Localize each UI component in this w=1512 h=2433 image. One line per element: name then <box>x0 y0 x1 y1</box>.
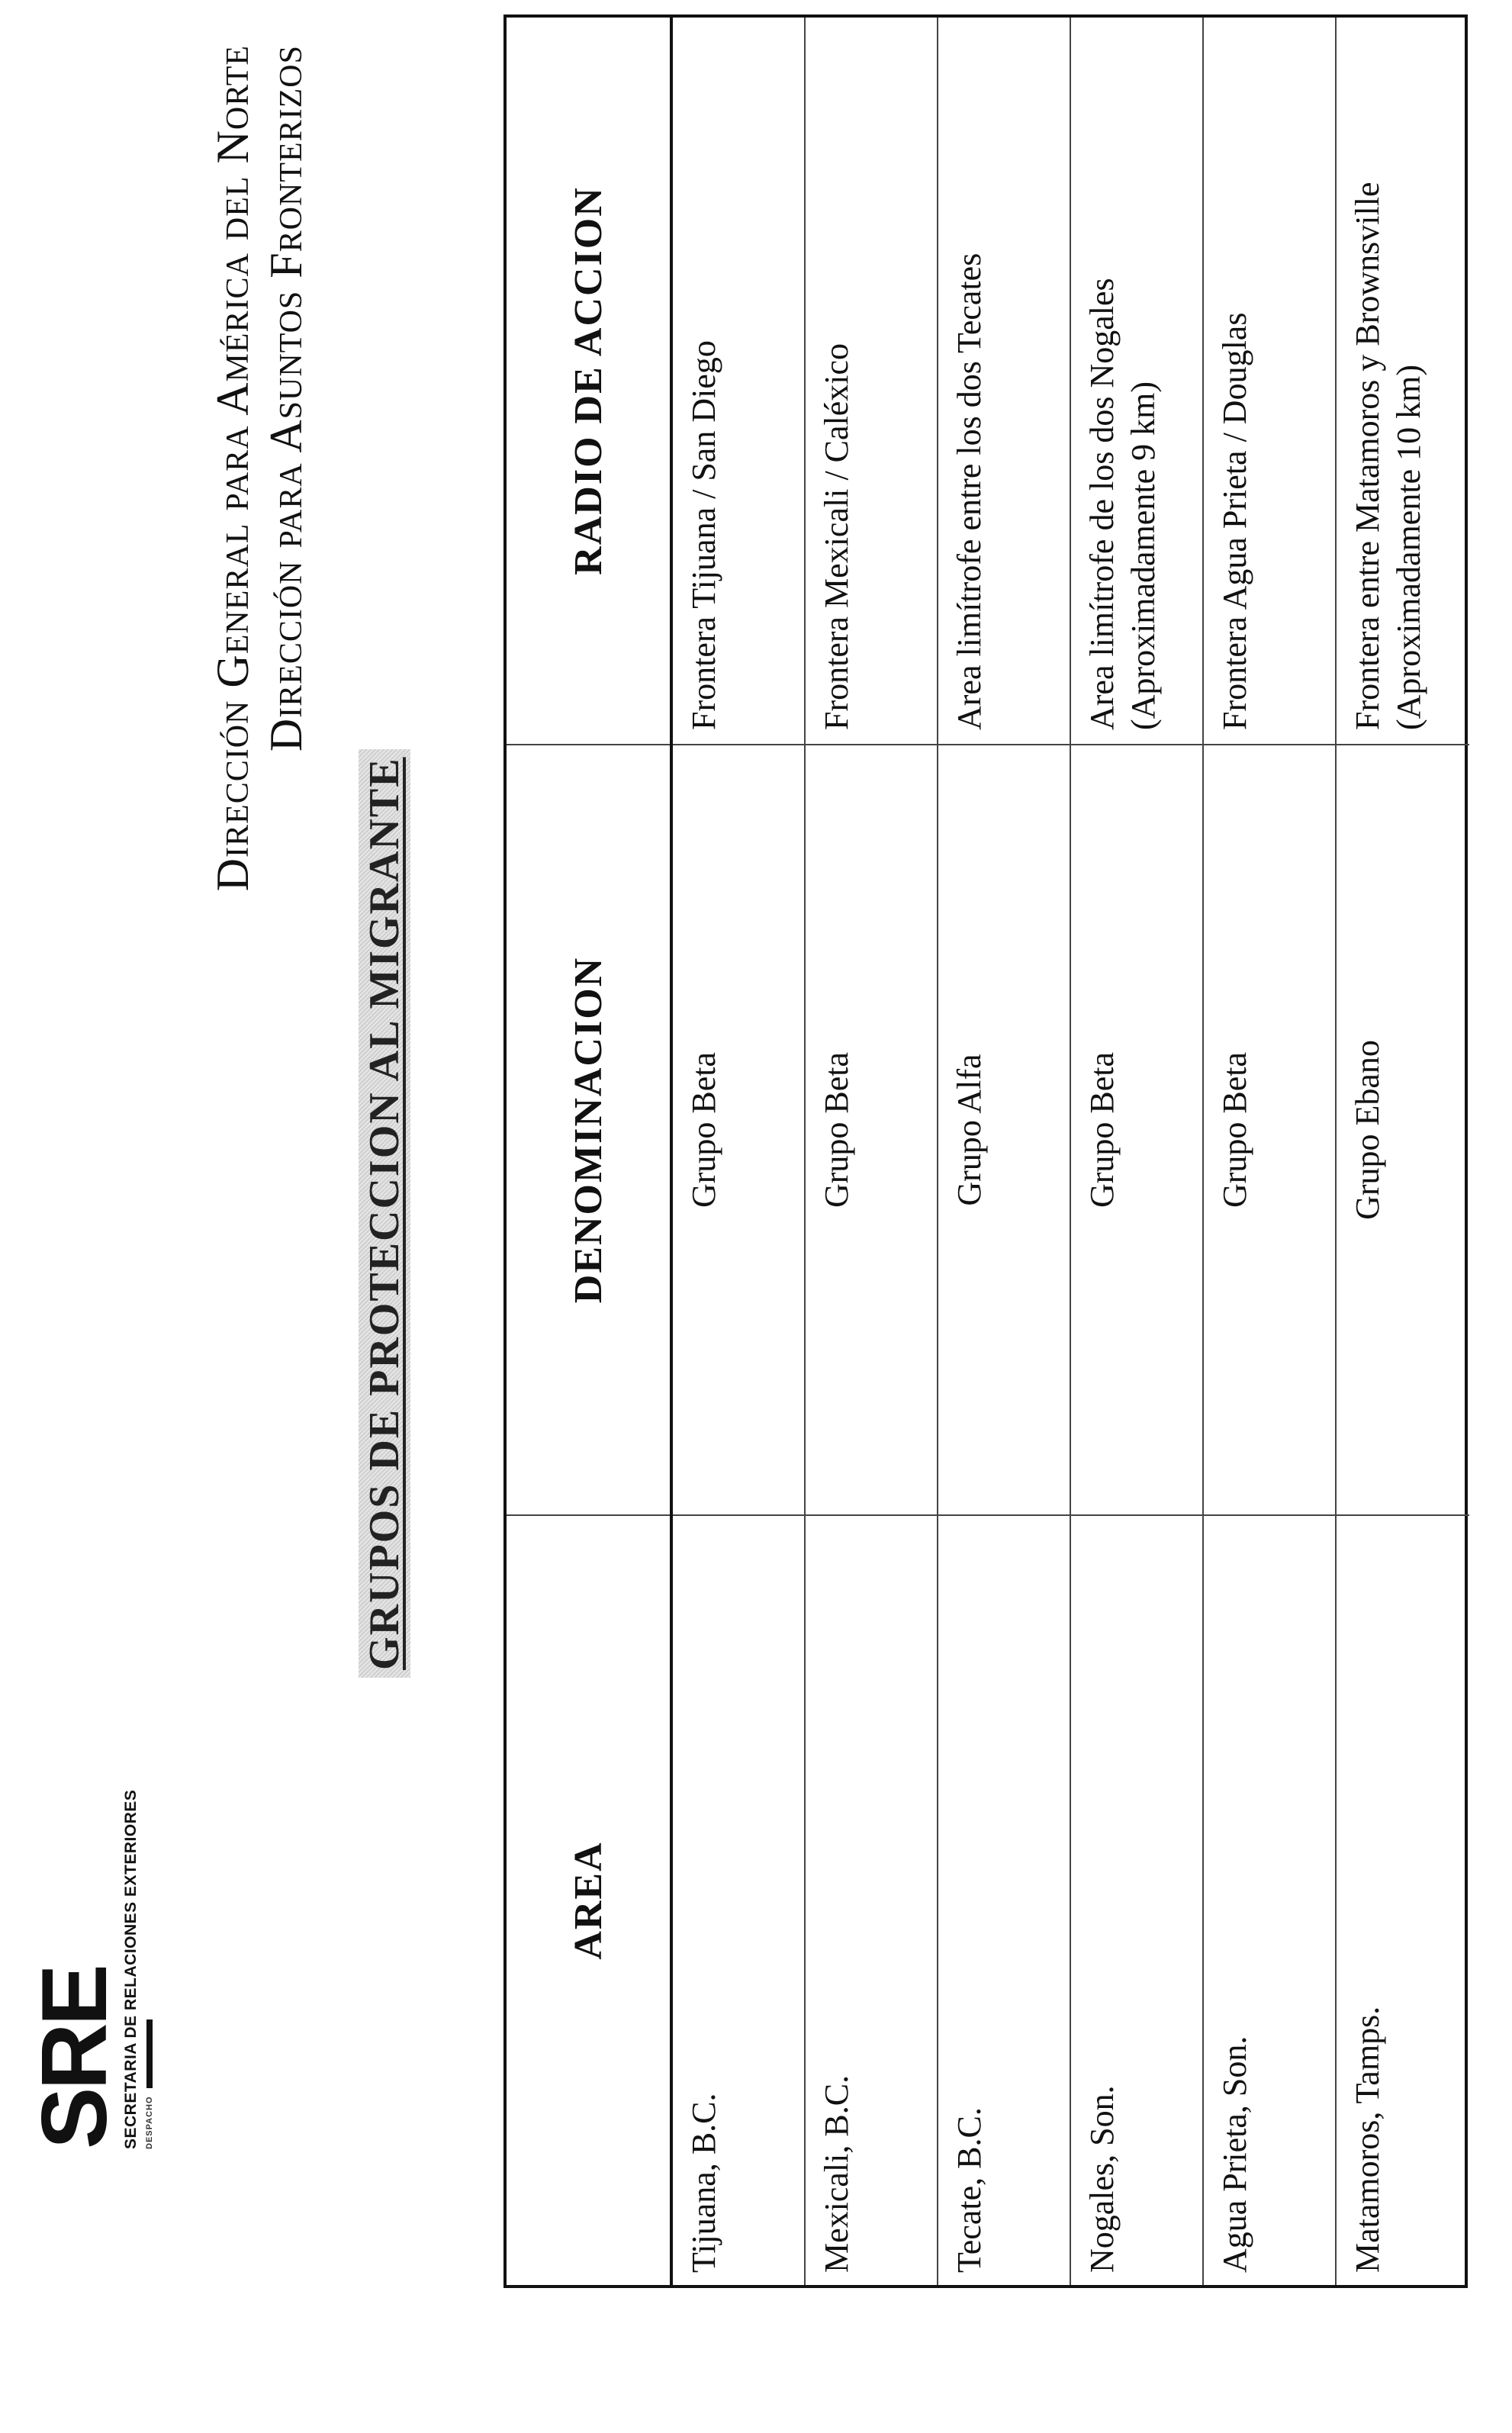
letterhead <box>206 45 313 1151</box>
migrant-groups-table <box>503 14 1468 2288</box>
header-line-2: Dirección para Asuntos Fronterizos <box>261 45 311 752</box>
logo-small-text: DESPACHO <box>145 2096 154 2149</box>
cell-area: Agua Prieta, Son. <box>1204 1514 1335 2285</box>
cell-denominacion: Grupo Beta <box>1071 744 1202 1514</box>
table-row <box>806 18 938 2285</box>
header-line-1: Dirección General para América del Norte <box>207 45 258 892</box>
table-header <box>507 18 673 2285</box>
cell-denominacion: Grupo Alfa <box>938 744 1070 1514</box>
column-header-denominacion: DENOMINACION <box>507 744 670 1514</box>
cell-area: Nogales, Son. <box>1071 1514 1202 2285</box>
table-row <box>673 18 806 2285</box>
cell-radio: Frontera Mexicali / Caléxico <box>818 343 855 730</box>
logo-bar <box>146 2019 153 2088</box>
logo-footer <box>145 1897 154 2149</box>
cell-area: Tecate, B.C. <box>938 1514 1070 2285</box>
column-header-area: AREA <box>507 1514 670 2285</box>
cell-denominacion: Grupo Ebano <box>1337 744 1469 1514</box>
cell-radio: Area limítrofe de los dos Nogales (Aproximadamente 9 km) <box>1083 278 1162 730</box>
cell-denominacion: Grupo Beta <box>1204 744 1335 1514</box>
table-row <box>938 18 1071 2285</box>
logo-subtitle: SECRETARIA DE RELACIONES EXTERIORES <box>122 1789 140 2149</box>
cell-radio: Frontera entre Matamoros y Brownsville (Aproximadamente 10 km) <box>1349 182 1427 730</box>
cell-radio: Frontera Agua Prieta / Douglas <box>1216 312 1253 730</box>
table-row <box>1337 18 1469 2285</box>
table-row <box>1204 18 1337 2285</box>
cell-denominacion: Grupo Beta <box>806 744 937 1514</box>
sre-logo <box>22 1789 154 2149</box>
cell-radio: Frontera Tijuana / San Diego <box>685 340 722 730</box>
cell-denominacion: Grupo Beta <box>673 744 804 1514</box>
logo-mark: SRE <box>22 1967 126 2149</box>
cell-area: Mexicali, B.C. <box>806 1514 937 2285</box>
table-row <box>1071 18 1204 2285</box>
column-header-radio: RADIO DE ACCION <box>566 186 610 575</box>
cell-area: Matamoros, Tamps. <box>1337 1514 1469 2285</box>
cell-radio: Area limítrofe entre los dos Tecates <box>951 253 988 730</box>
cell-area: Tijuana, B.C. <box>673 1514 804 2285</box>
section-title: GRUPOS DE PROTECCION AL MIGRANTE <box>359 749 410 1678</box>
